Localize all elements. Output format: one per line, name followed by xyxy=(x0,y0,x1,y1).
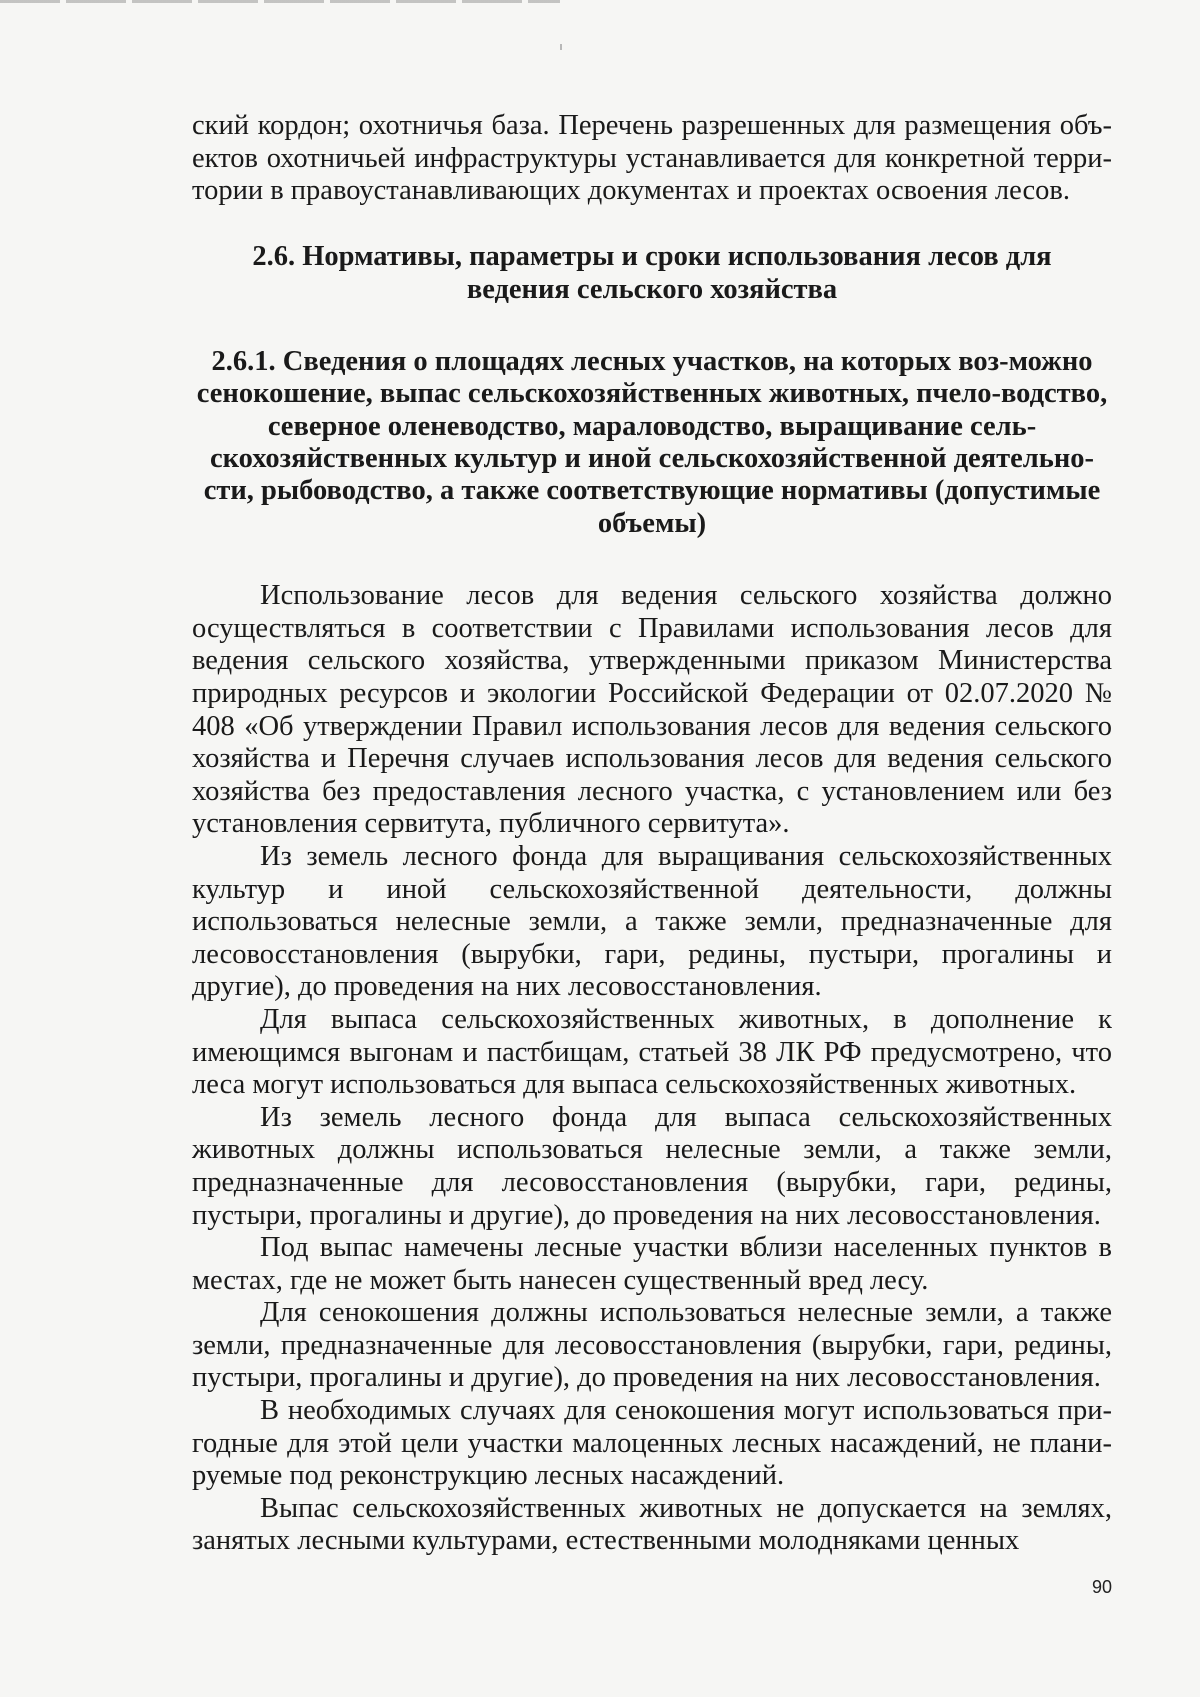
paragraph: Для сенокошения должны использоваться нелесные земли, а также земли, предназначенные для лесовосстановления (вырубки, гари, редины, пустыри, прогалины и другие), до проведения на них лесовосстановления. xyxy=(192,1297,1112,1394)
paragraph: В необходимых случаях для сенокошения могут использоваться при-годные для этой цели участки малоценных лесных насаждений, не плани-руемые под реконструкцию лесных насаждений. xyxy=(192,1395,1112,1492)
paragraph: Использование лесов для ведения сельского хозяйства должно осуществляться в соответствии с Правилами использования лесов для ведения сельского хозяйства, утвержденными приказом Министерства природных ресурсов и экологии Российской Федерации от 02.07.2020 № 408 «Об утверждении Правил использования лесов для ведения сельского хозяйства и Перечня случаев использования лесов для ведения сельского хозяйства без предоставления лесного участка, с установлением или без установления сервитута, публичного сервитута». xyxy=(192,580,1112,840)
subsection-heading: 2.6.1. Сведения о площадях лесных участков, на которых воз-можно сенокошение, выпас сельскохозяйственных животных, пчело-водство, северное оленеводство, мараловодство, выращивание сель-скохозяйственных культур и иной сельскохозяйственной деятельно-сти, рыбоводство, а также соответствующие нормативы (допустимые объемы) xyxy=(196,345,1108,539)
paragraph: Из земель лесного фонда для выращивания сельскохозяйственных культур и иной сельскохозяйственной деятельности, должны использоваться нелесные земли, а также земли, предназначенные для лесовосстановления (вырубки, гари, редины, пустыри, прогалины и другие), до проведения на них лесовосстановления. xyxy=(192,840,1112,1003)
intro-paragraph: ский кордон; охотничья база. Перечень разрешенных для размещения объ-ектов охотничьей инфраструктуры устанавливается для конкретной терри-тории в правоустанавливающих документах и проектах освоения лесов. xyxy=(192,110,1112,207)
scan-edge-artifact xyxy=(0,0,560,3)
body-text xyxy=(192,580,1112,1558)
page-content xyxy=(192,110,1112,1558)
paragraph: Из земель лесного фонда для выпаса сельскохозяйственных животных должны использоваться нелесные земли, а также земли, предназначенные для лесовосстановления (вырубки, гари, редины, пустыри, прогалины и другие), до проведения на них лесовосстановления. xyxy=(192,1101,1112,1231)
section-heading: 2.6. Нормативы, параметры и сроки использования лесов для ведения сельского хозяйства xyxy=(252,240,1052,305)
paragraph: Выпас сельскохозяйственных животных не допускается на землях, занятых лесными культурами, естественными молодняками ценных xyxy=(192,1492,1112,1557)
paragraph: Для выпаса сельскохозяйственных животных, в дополнение к имеющимся выгонам и пастбищам, статьей 38 ЛК РФ предусмотрено, что леса могут использоваться для выпаса сельскохозяйственных животных. xyxy=(192,1003,1112,1101)
paragraph: Под выпас намечены лесные участки вблизи населенных пунктов в местах, где не может быть нанесен существенный вред лесу. xyxy=(192,1232,1112,1296)
page-number: 90 xyxy=(1092,1577,1113,1597)
scan-dust-mark xyxy=(560,44,562,50)
